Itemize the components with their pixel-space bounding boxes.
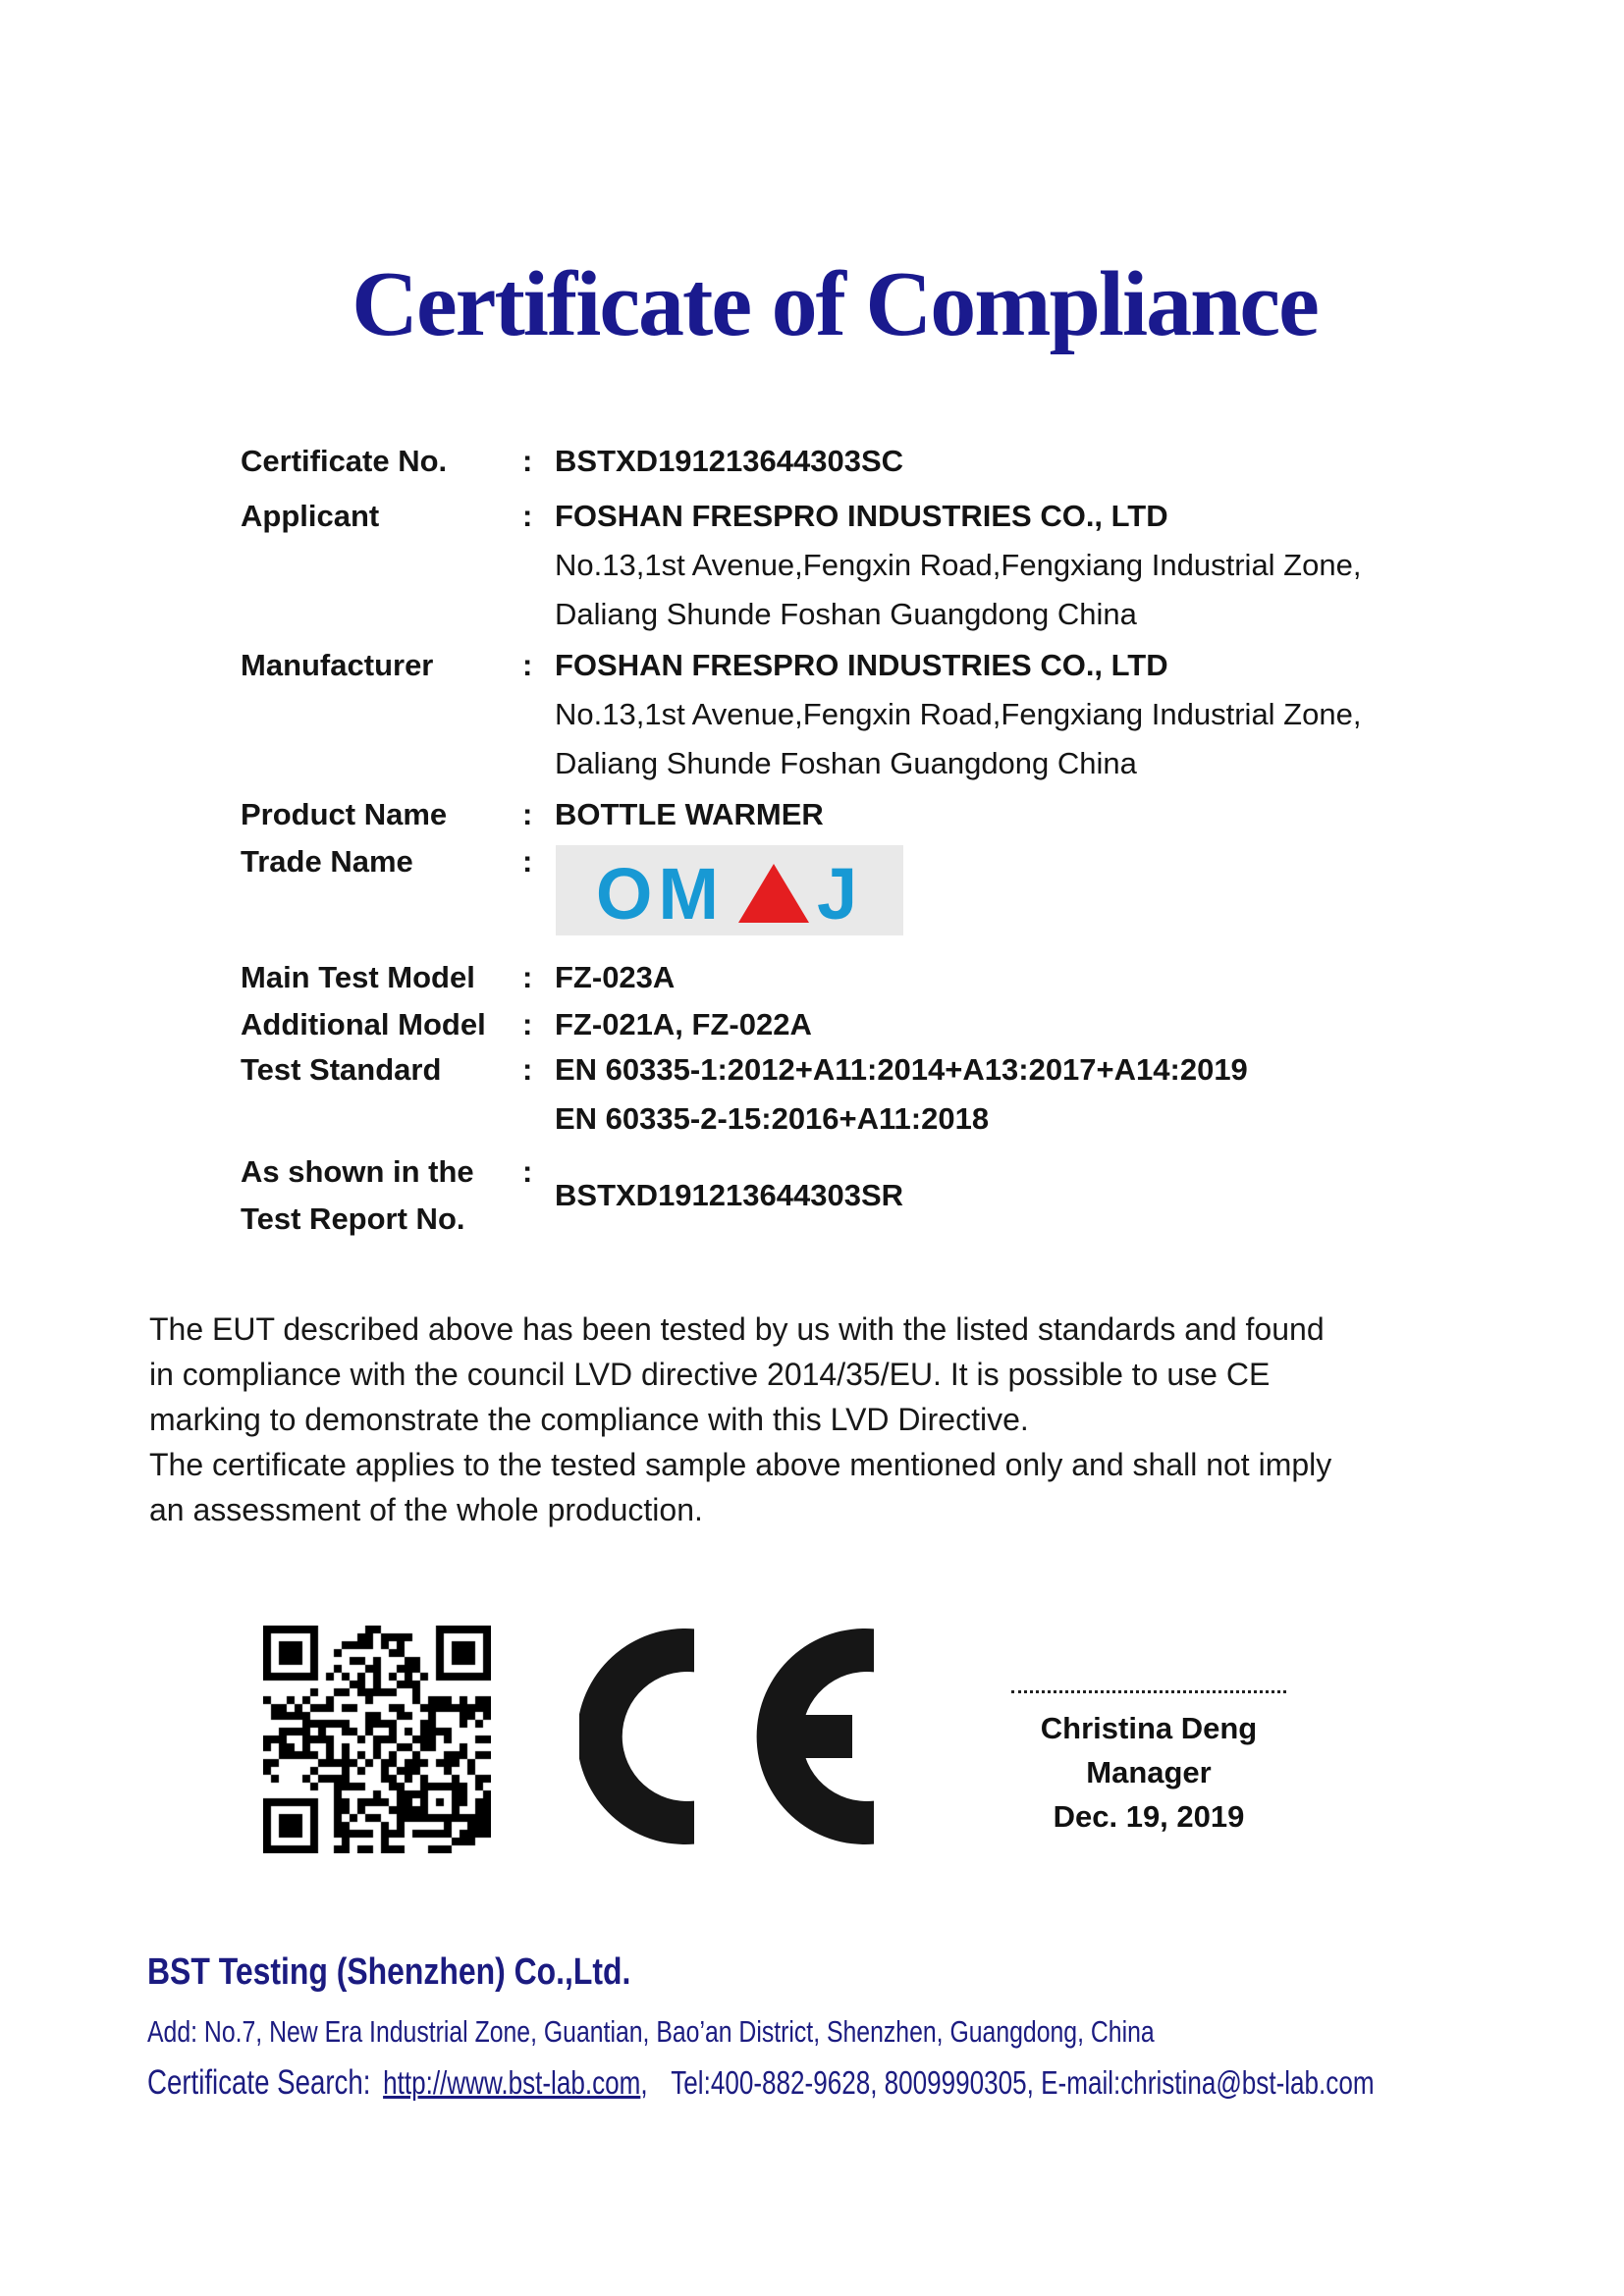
applicant-address-line [241,597,1576,640]
test-report-label-row2 [241,1201,1576,1245]
statement-line: in compliance with the council LVD directive 2014/35/EU. It is possible to use CE [149,1357,1271,1392]
main-test-model-label: Main Test Model [241,960,475,994]
test-standard-line2 [241,1101,1576,1145]
certificate-search-url-link[interactable]: http://www.bst-lab.com [383,2064,641,2101]
test-standard-value-2: EN 60335-2-15:2016+A11:2018 [555,1101,990,1136]
ce-mark-icon [579,1629,874,1844]
test-report-label-1: As shown in the [241,1154,474,1189]
applicant-address-line [241,548,1576,591]
applicant-address-2: Daliang Shunde Foshan Guangdong China [555,597,1137,631]
manufacturer-address-1: No.13,1st Avenue,Fengxin Road,Fengxiang Industrial Zone, [555,697,1362,731]
colon-separator: : [522,960,533,994]
product-name-value: BOTTLE WARMER [555,797,824,831]
qr-code [263,1626,491,1853]
test-standard-row [241,1052,1576,1095]
manufacturer-address-line [241,697,1576,740]
manufacturer-address-line [241,746,1576,789]
additional-model-value: FZ-021A, FZ-022A [555,1007,812,1041]
applicant-value: FOSHAN FRESPRO INDUSTRIES CO., LTD [555,499,1168,533]
signature-block [1006,1690,1291,1839]
applicant-address-1: No.13,1st Avenue,Fengxin Road,Fengxiang Industrial Zone, [555,548,1362,582]
lab-address: Add: No.7, New Era Industrial Zone, Guantian, Bao’an District, Shenzhen, Guangdong, China [147,2014,1155,2049]
signature-date: Dec. 19, 2019 [1053,1799,1245,1834]
signatory-role: Manager [1086,1755,1212,1789]
page-title: Certificate of Compliance [352,253,1318,355]
additional-model-row [241,1007,1576,1050]
manufacturer-row [241,648,1576,691]
lab-company-name: BST Testing (Shenzhen) Co.,Ltd. [147,1951,631,1993]
test-report-value: BSTXD191213644303SR [555,1178,904,1212]
statement-line: an assessment of the whole production. [149,1492,703,1527]
logo-om-letters: OM [595,853,726,935]
lab-footer [147,1951,1375,2102]
certificate-search-line [147,2063,1375,2103]
statement-line: The certificate applies to the tested sample above mentioned only and shall not imply [149,1447,1332,1482]
certificate-no-label: Certificate No. [241,444,448,478]
applicant-label: Applicant [241,499,380,533]
colon-separator: : [522,797,533,831]
statement-line: The EUT described above has been tested by us with the listed standards and found [149,1311,1325,1347]
colon-separator: : [522,1154,533,1189]
main-test-model-value: FZ-023A [555,960,676,994]
signature-dotted-line [1011,1690,1286,1693]
certificate-details [241,0,1576,1276]
logo-triangle-icon [738,864,809,923]
applicant-row [241,499,1576,542]
certificate-no-value: BSTXD191213644303SC [555,444,904,478]
omaj-brand-logo [556,845,903,935]
manufacturer-label: Manufacturer [241,648,434,682]
trade-name-row [241,844,1576,887]
product-name-row [241,797,1576,840]
signatory-name: Christina Deng [1040,1711,1258,1745]
test-standard-label: Test Standard [241,1052,442,1087]
statement-line: marking to demonstrate the compliance with this LVD Directive. [149,1402,1029,1437]
main-test-model-row [241,960,1576,1003]
test-report-label-2: Test Report No. [241,1201,465,1236]
url-separator: , [640,2064,648,2101]
manufacturer-address-2: Daliang Shunde Foshan Guangdong China [555,746,1137,780]
lab-contact-info: Tel:400-882-9628, 8009990305, E-mail:christina@bst-lab.com [671,2064,1375,2101]
colon-separator: : [522,444,533,478]
additional-model-label: Additional Model [241,1007,486,1041]
manufacturer-value: FOSHAN FRESPRO INDUSTRIES CO., LTD [555,648,1168,682]
product-name-label: Product Name [241,797,448,831]
test-standard-value-1: EN 60335-1:2012+A11:2014+A13:2017+A14:2019 [555,1052,1248,1087]
certificate-no-row [241,444,1576,487]
colon-separator: : [522,1052,533,1087]
certificate-search-label: Certificate Search: [147,2063,371,2102]
colon-separator: : [522,648,533,682]
colon-separator: : [522,844,533,879]
trade-name-label: Trade Name [241,844,413,879]
colon-separator: : [522,1007,533,1041]
logo-j-letter: J [817,853,864,935]
compliance-statement [149,1311,1331,1537]
colon-separator: : [522,499,533,533]
